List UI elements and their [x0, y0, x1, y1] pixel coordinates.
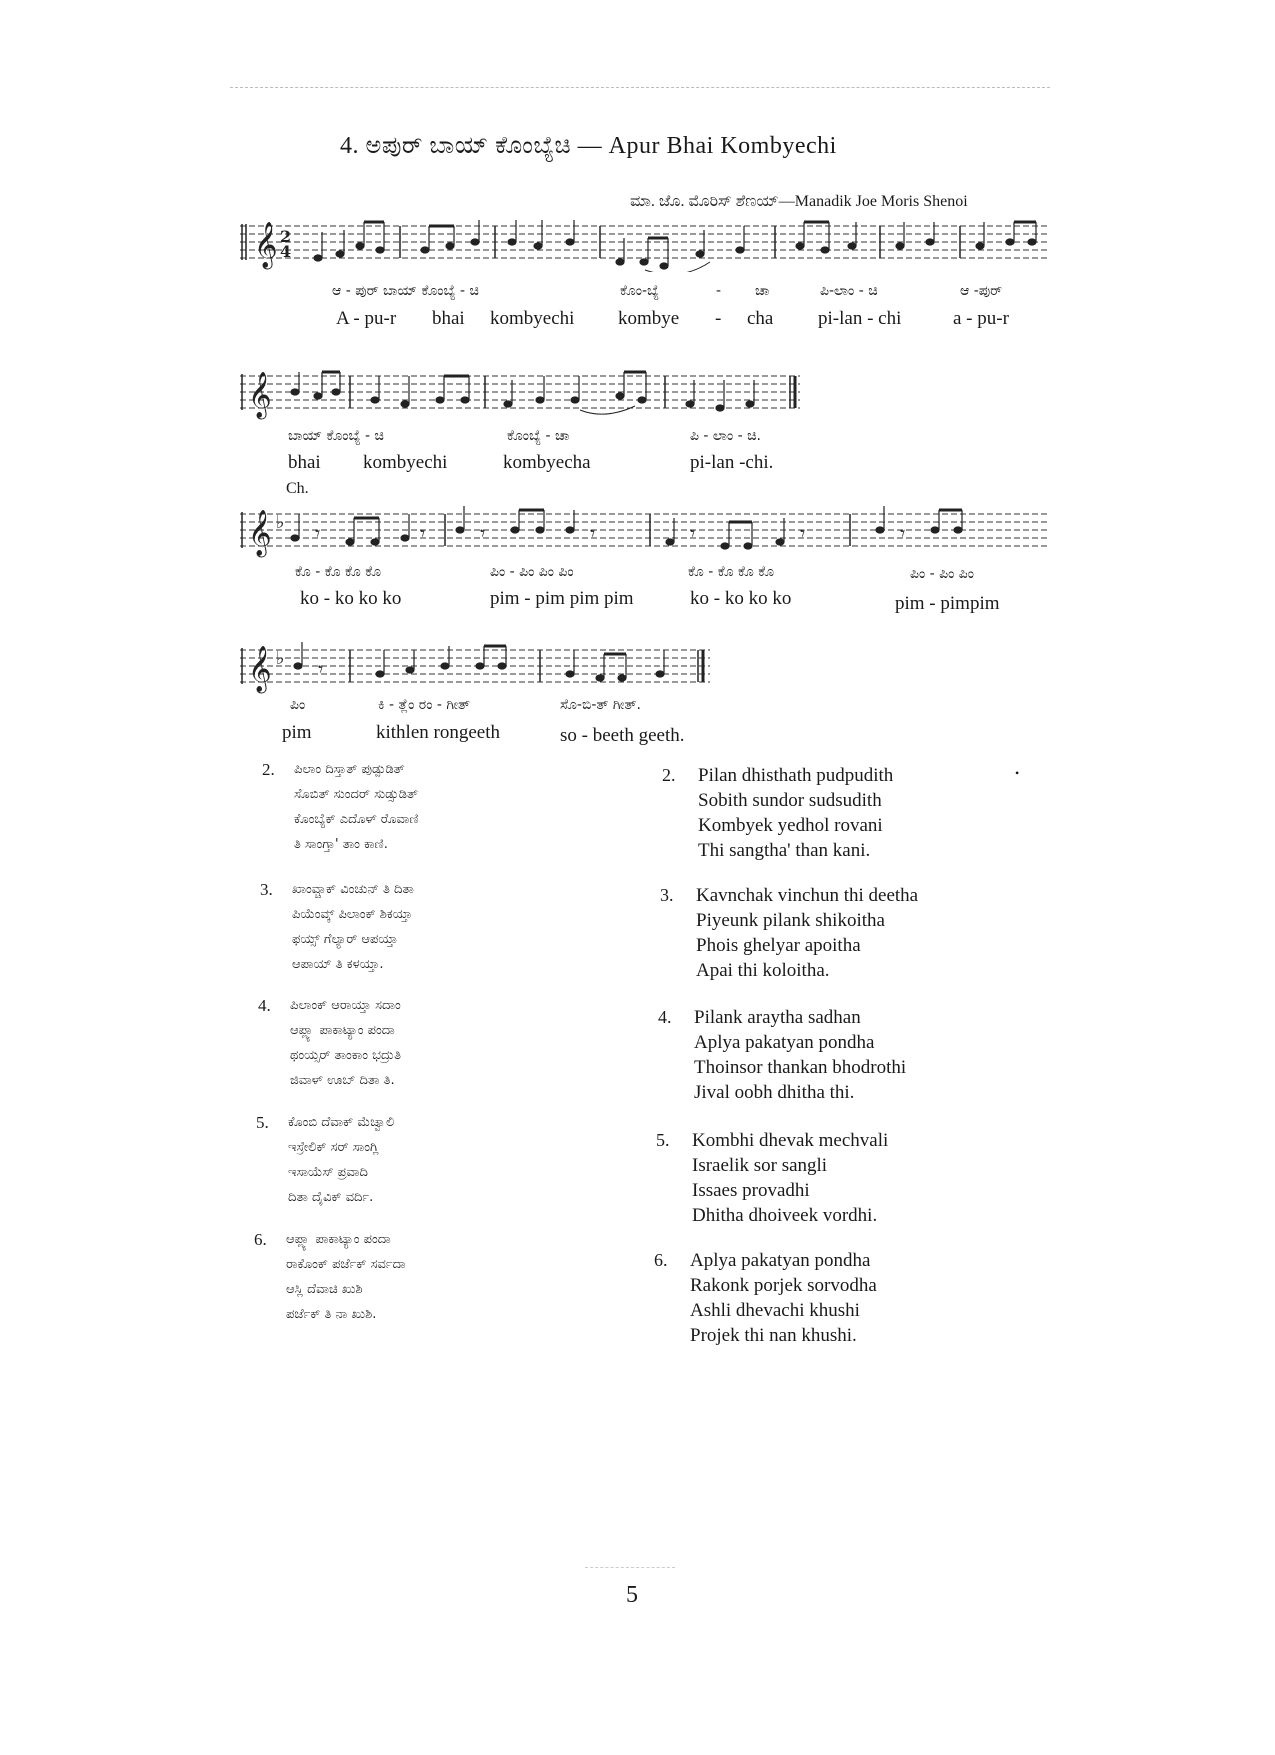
- stanza-kannada-5: [256, 1110, 394, 1210]
- svg-text:𝄾: 𝄾: [690, 523, 696, 545]
- stanza-line: Ashli dhevachi khushi: [690, 1300, 860, 1321]
- lyric-roman: bhai: [432, 308, 465, 329]
- lyric-kannada: ಸೊ-ಬಿ-ತ್ ಗೀತ್.: [560, 697, 641, 713]
- stanza-number: 5.: [656, 1130, 670, 1150]
- stanza-number: 4.: [258, 996, 271, 1015]
- stanza-number: 4.: [658, 1007, 672, 1027]
- lyric-kannada: ಕೊ - ಕೊ ಕೊ ಕೊ: [295, 564, 382, 580]
- top-rule: [230, 87, 1050, 88]
- stanza-line: ಪಿಲಾಂ ದಿಸ್ತಾತ್ ಪುಡ್ಪುಡಿತ್: [294, 762, 405, 777]
- stanza-line: ಆಸ್ಲಿ ದೆವಾಚಿ ಖುಶಿ: [286, 1282, 363, 1297]
- lyric-kannada: ಕೊಂ-ಬ್ಯೆ: [620, 283, 660, 299]
- lyric-kannada: ಚಾ: [755, 283, 770, 299]
- lyric-kannada: ಕೊಂಬ್ಯೆ - ಚಾ: [507, 428, 570, 444]
- lyric-kannada: ಪಿಂ - ಪಿಂ ಪಿಂ: [910, 566, 974, 582]
- stanza-line: ರಾಕೊಂಕ್ ಪರ್ಜೆಕ್ ಸರ್ವದಾ: [286, 1257, 406, 1272]
- stanza-line: ಇಸಾಯೆಸ್ ಪ್ರವಾದಿ: [288, 1165, 368, 1180]
- lyric-roman: a - pu-r: [953, 308, 1009, 329]
- stanza-line: ಪಿಲಾಂಕ್ ಆರಾಯ್ತಾ ಸದಾಂ: [290, 998, 401, 1013]
- stanza-line: ಸೊಬಿತ್ ಸುಂದರ್ ಸುಡ್ಸುಡಿತ್: [294, 787, 419, 802]
- stanza-number: 3.: [660, 885, 674, 905]
- stanza-line: ಫಯ್ಸ್ ಗೆಲ್ಯಾರ್ ಆಪಯ್ತಾ: [292, 932, 398, 947]
- lyric-roman: pim - pim pim pim: [490, 588, 634, 609]
- stanza-line: Apai thi koloitha.: [696, 960, 830, 981]
- stanza-line: ಪರ್ಜೆಕ್ ತಿ ನಾ ಖುಶಿ.: [286, 1307, 377, 1322]
- stanza-english-5: [656, 1128, 888, 1228]
- stanza-line: ಆಪಾಯ್ ತಿ ಕಳಯ್ತಾ.: [292, 957, 384, 972]
- stanza-line: ಆಪ್ಲ್ಯಾ ಪಾಕಾಟ್ಯಾಂ ಪಂದಾ: [290, 1023, 395, 1038]
- stanza-english-4: [658, 1005, 906, 1105]
- stanza-line: Jival oobh dhitha thi.: [694, 1082, 855, 1103]
- music-staff-4: [240, 636, 710, 696]
- svg-text:4: 4: [280, 242, 292, 261]
- svg-text:𝄞: 𝄞: [248, 510, 272, 556]
- svg-text:𝄞: 𝄞: [254, 222, 278, 268]
- lyric-roman: kombyecha: [503, 452, 591, 473]
- svg-text:𝄾: 𝄾: [480, 523, 486, 545]
- stanza-line: Piyeunk pilank shikoitha: [696, 910, 885, 931]
- lyric-roman: ko - ko ko ko: [690, 588, 792, 609]
- stanza-line: Thi sangtha' than kani.: [698, 840, 871, 861]
- lyric-roman: pi-lan - chi: [818, 308, 902, 329]
- stanza-line: ಪಿಯೆಂವ್ಕ್ ಪಿಲಾಂಕ್ ಶಿಕಯ್ತಾ: [292, 907, 413, 922]
- lyric-roman: cha: [747, 308, 774, 329]
- lyric-kannada: ಪಿ - ಲಾಂ - ಚಿ.: [690, 428, 761, 444]
- lyric-kannada: ಪಿಂ: [290, 697, 306, 713]
- music-staff-1: [240, 212, 1048, 272]
- lyric-kannada: ಕೊ - ಕೊ ಕೊ ಕೊ: [688, 564, 775, 580]
- svg-text:♭: ♭: [276, 648, 285, 669]
- stanza-line: ಥಂಯ್ಸರ್ ತಾಂಕಾಂ ಭದ್ರುತಿ: [290, 1048, 401, 1063]
- stanza-line: Sobith sundor sudsudith: [698, 790, 882, 811]
- svg-text:𝄾: 𝄾: [800, 523, 806, 545]
- lyric-roman: kombyechi: [363, 452, 448, 473]
- page-number: 5: [626, 1582, 638, 1608]
- music-staff-3: [240, 500, 1048, 560]
- lyric-kannada: ಬಾಯ್ ಕೊಂಬ್ಯೆ - ಚಿ: [288, 428, 384, 444]
- music-staff-2: [240, 362, 800, 422]
- stanza-line: ತಿ ಸಾಂಗ್ತಾ' ತಾಂ ಕಾಣಿ.: [294, 837, 388, 852]
- lyric-roman: -: [715, 308, 722, 329]
- lyric-roman: kombyechi: [490, 308, 575, 329]
- svg-text:𝄾: 𝄾: [315, 523, 321, 545]
- stanza-line: Pilan dhisthath pudpudith: [698, 765, 894, 786]
- stanza-kannada-2: [262, 757, 419, 857]
- stanza-number: 5.: [256, 1113, 269, 1132]
- stanza-english-6: [654, 1248, 877, 1348]
- lyric-kannada: -: [716, 283, 722, 299]
- lyric-roman: ko - ko ko ko: [300, 588, 402, 609]
- stanza-kannada-3: [260, 877, 414, 977]
- lyric-roman: pi-lan -chi.: [690, 452, 774, 473]
- lyric-roman: kithlen rongeeth: [376, 722, 500, 743]
- stanza-line: ಆಪ್ಲ್ಯಾ ಪಾಕಾಟ್ಯಾಂ ಪಂದಾ: [286, 1232, 391, 1247]
- svg-text:♭: ♭: [276, 512, 285, 533]
- stanza-line: Kombyek yedhol rovani: [698, 815, 883, 836]
- stanza-english-3: [660, 883, 918, 983]
- lyric-kannada: ಆ - ಪುರ್ ಬಾಯ್ ಕೊಂಬ್ಯೆ - ಚಿ: [332, 283, 479, 299]
- stanza-line: Thoinsor thankan bhodrothi: [694, 1057, 907, 1078]
- song-title: 4. ಅಪುರ್ ಬಾಯ್ ಕೊಂಬ್ಯೆಚಿ — Apur Bhai Kombyechi: [340, 133, 837, 159]
- svg-text:2: 2: [280, 227, 292, 246]
- stanza-line: ಕೊಂಬ್ಯೆಕ್ ಎದೊಳ್ ರೊವಾಣಿ: [294, 812, 419, 827]
- lyric-roman: so - beeth geeth.: [560, 725, 685, 746]
- stanza-english-2: [662, 763, 893, 863]
- lyric-kannada: ಆ -ಪುರ್: [960, 283, 1003, 299]
- stanza-number: 6.: [654, 1250, 668, 1270]
- stanza-number: 3.: [260, 880, 273, 899]
- stanza-kannada-4: [258, 993, 401, 1093]
- stanza-line: Israelik sor sangli: [692, 1155, 828, 1176]
- chorus-label: Ch.: [286, 480, 309, 497]
- stanza-line: ದಿತಾ ದೈವಿಕ್ ವರ್ದಿ.: [288, 1190, 374, 1205]
- stanza-line: Kombhi dhevak mechvali: [692, 1130, 889, 1151]
- lyric-roman: pim: [282, 722, 312, 743]
- stanza-number: 6.: [254, 1230, 267, 1249]
- stanza-number: 2.: [262, 760, 275, 779]
- stanza-kannada-6: [254, 1227, 406, 1327]
- svg-text:𝄾: 𝄾: [590, 523, 596, 545]
- stanza-line: Aplya pakatyan pondha: [690, 1250, 871, 1271]
- stanza-line: Aplya pakatyan pondha: [694, 1032, 875, 1053]
- stanza-line: ಖಾಂವ್ಚಾಕ್ ವಿಂಚುನ್ ತಿ ದಿತಾ: [292, 882, 414, 897]
- lyric-roman: kombye: [618, 308, 680, 329]
- stanza-number: 2.: [662, 765, 676, 785]
- stanza-line: ಜಿವಾಳ್ ಊಬ್ ದಿತಾ ತಿ.: [290, 1073, 395, 1088]
- composer-credit: ಮಾ. ಜೊ. ಮೊರಿಸ್ ಶೆಣಯ್—Manadik Joe Moris Shenoi: [630, 193, 968, 210]
- svg-text:𝄾: 𝄾: [900, 523, 906, 545]
- speck-mark: •: [1015, 766, 1020, 780]
- svg-text:𝄞: 𝄞: [248, 372, 272, 418]
- lyric-roman: A - pu-r: [336, 308, 397, 329]
- stanza-line: Issaes provadhi: [692, 1180, 810, 1201]
- svg-text:𝄾: 𝄾: [420, 523, 426, 545]
- lyric-kannada: ಪಿ-ಲಾಂ - ಚಿ: [820, 283, 878, 299]
- stanza-line: Phois ghelyar apoitha: [696, 935, 861, 956]
- lyric-kannada: ಪಿಂ - ಪಿಂ ಪಿಂ ಪಿಂ: [490, 564, 574, 580]
- lyric-roman: bhai: [288, 452, 321, 473]
- footer-rule: [585, 1567, 675, 1568]
- stanza-line: ಇಸ್ರೇಲಿಕ್ ಸರ್ ಸಾಂಗ್ಲಿ: [288, 1140, 379, 1155]
- stanza-line: Dhitha dhoiveek vordhi.: [692, 1205, 878, 1226]
- stanza-line: Projek thi nan khushi.: [690, 1325, 857, 1346]
- lyric-kannada: ಕಿ - ತ್ಲೆಂ ರಂ - ಗೀತ್: [378, 697, 471, 713]
- stanza-line: Rakonk porjek sorvodha: [690, 1275, 877, 1296]
- stanza-line: ಕೊಂಬಿ ದೆವಾಕ್ ಮೆಚ್ವಾಲಿ: [288, 1115, 395, 1130]
- stanza-line: Pilank araytha sadhan: [694, 1007, 861, 1028]
- svg-text:𝄞: 𝄞: [248, 646, 272, 692]
- stanza-line: Kavnchak vinchun thi deetha: [696, 885, 919, 906]
- svg-text:𝄾: 𝄾: [318, 659, 324, 681]
- lyric-roman: pim - pimpim: [895, 593, 1000, 614]
